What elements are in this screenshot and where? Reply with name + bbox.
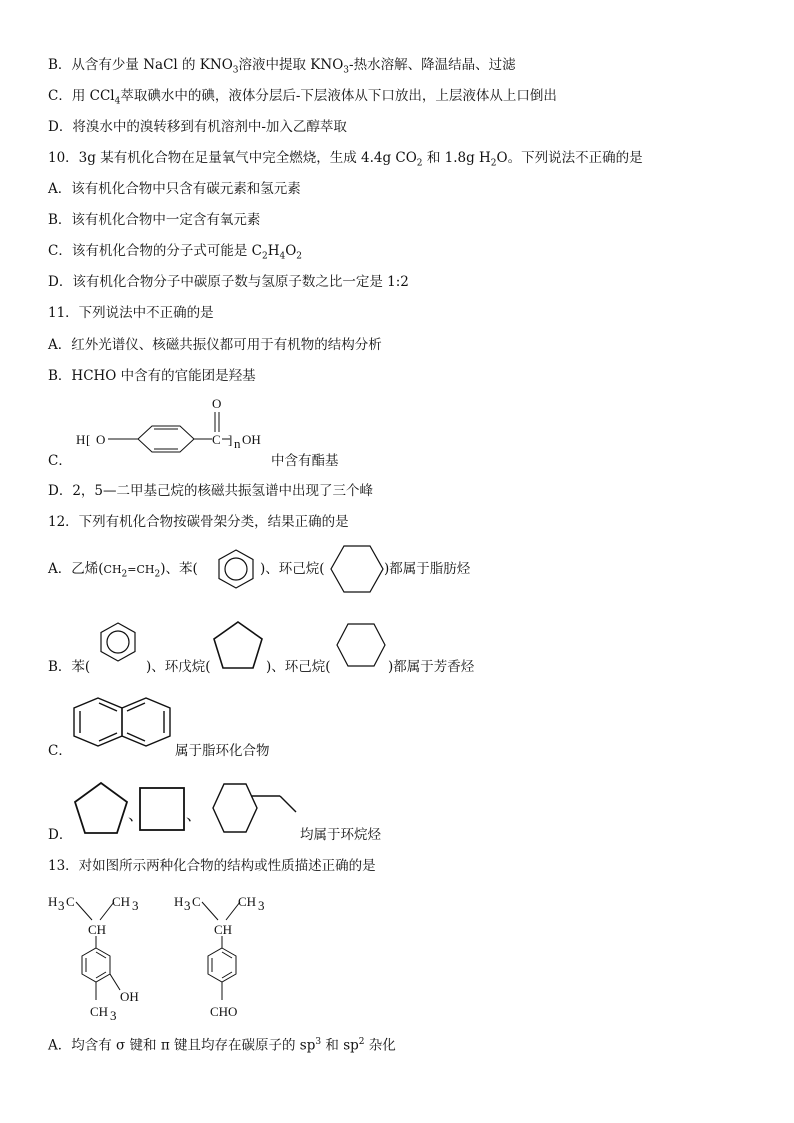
cyclopentane-b [212, 620, 264, 670]
h3c-h-label: H [48, 894, 58, 909]
ch3-bottom-label: CH [90, 1004, 109, 1019]
naphthalene [72, 694, 172, 750]
q9-option-d: D．将溴水中的溴转移到有机溶剂中-加入乙醇萃取 [48, 119, 347, 135]
q12-option-d-suffix: 均属于环烷烃 [300, 827, 381, 843]
h3c-sub-label: 3 [184, 898, 191, 913]
q12-option-b-part3: )、环己烷( [266, 659, 331, 675]
q12-option-b-part2: )、环戊烷( [146, 659, 211, 675]
ch-label: CH [214, 922, 233, 937]
ethylcyclohexane-d [206, 780, 302, 836]
carbonyl-o-label: O [212, 396, 222, 411]
ch3-sub-label: 3 [132, 898, 139, 913]
q11-stem: 11．下列说法中不正确的是 [48, 305, 214, 321]
q11-option-c-prefix: C． [48, 453, 72, 469]
ch3-label: CH [238, 894, 257, 909]
h-label: H [76, 432, 86, 447]
ch-label: CH [88, 922, 107, 937]
q11-option-b: B．HCHO 中含有的官能团是羟基 [48, 368, 256, 384]
polyester-structure [72, 392, 272, 456]
cyclopentane-d [72, 780, 130, 836]
h3c-sub-label: 3 [58, 898, 65, 913]
q11-option-a: A．红外光谱仪、核磁共振仪都可用于有机物的结构分析 [48, 337, 382, 353]
ch3-sub-label: 3 [258, 898, 265, 913]
q12-option-b-part1: B．苯( [48, 659, 91, 675]
svg-text:]: ] [228, 432, 233, 447]
q9-option-c: C．用 CCl$_4$萃取碘水中的碘，液体分层后-下层液体从下口放出，上层液体从上口倒出 [48, 88, 557, 107]
q13-stem: 13．对如图所示两种化合物的结构或性质描述正确的是 [48, 858, 376, 874]
benzene-a [214, 547, 258, 591]
q10-stem: 10．3g 某有机化合物在足量氧气中完全燃烧，生成 4.4g $CO_2$ 和 1.8g $H_2O$。下列说法不正确的是 [48, 150, 643, 169]
separator-2: 、 [186, 805, 203, 824]
q11-option-d: D．2，5—二甲基己烷的核磁共振氢谱中出现了三个峰 [48, 483, 374, 499]
cho-label: CHO [210, 1004, 238, 1019]
q12-option-b-part4: )都属于芳香烃 [388, 659, 475, 675]
q10-option-a: A．该有机化合物中只含有碳元素和氢元素 [48, 181, 301, 197]
q10-option-d: D．该有机化合物分子中碳原子数与氢原子数之比一定是 1:2 [48, 274, 409, 290]
q13-option-a: A．均含有 σ 键和 π 键且均存在碳原子的 $sp^3$ 和 $sp^2$ 杂化 [48, 1037, 396, 1054]
compound-left-structure [44, 888, 164, 1022]
separator-1: 、 [128, 805, 145, 824]
c-label: C [212, 432, 221, 447]
q9-option-b: B．从含有少量 NaCl 的 $KNO_3$溶液中提取 $KNO_3-$热水溶解、降温结晶、过滤 [48, 57, 516, 76]
q10-option-b: B．该有机化合物中一定含有氧元素 [48, 212, 261, 228]
q12-option-a-part3: )都属于脂肪烃 [384, 561, 471, 577]
q11-option-c-suffix: 中含有酯基 [271, 453, 339, 469]
q12-option-a-part1: A．乙烯$(CH_2=CH_2)$、苯( [48, 561, 198, 580]
ch3-label: CH [112, 894, 131, 909]
n-label: n [234, 436, 241, 451]
benzene-b [96, 620, 140, 664]
oh-label: OH [120, 989, 139, 1004]
q12-option-c-prefix: C． [48, 743, 72, 759]
oh-label: OH [242, 432, 261, 447]
q12-stem: 12．下列有机化合物按碳骨架分类，结果正确的是 [48, 514, 349, 530]
cyclohexane-a [330, 544, 384, 594]
q12-option-a-part2: )、环己烷( [260, 561, 325, 577]
q12-option-c-suffix: 属于脂环化合物 [175, 743, 270, 759]
q12-option-d-prefix: D． [48, 827, 73, 843]
ch3-bottom-sub-label: 3 [110, 1008, 117, 1022]
h3c-c-label: C [66, 894, 75, 909]
cyclobutane-d [138, 786, 186, 832]
svg-text:[: [ [86, 432, 91, 447]
h3c-c-label: C [192, 894, 201, 909]
compound-right-structure [170, 888, 280, 1022]
cyclohexane-b [336, 622, 386, 668]
q10-option-c: C．该有机化合物的分子式可能是 $C_2H_4O_2$ [48, 243, 303, 262]
h3c-h-label: H [174, 894, 184, 909]
o-label: O [96, 432, 106, 447]
